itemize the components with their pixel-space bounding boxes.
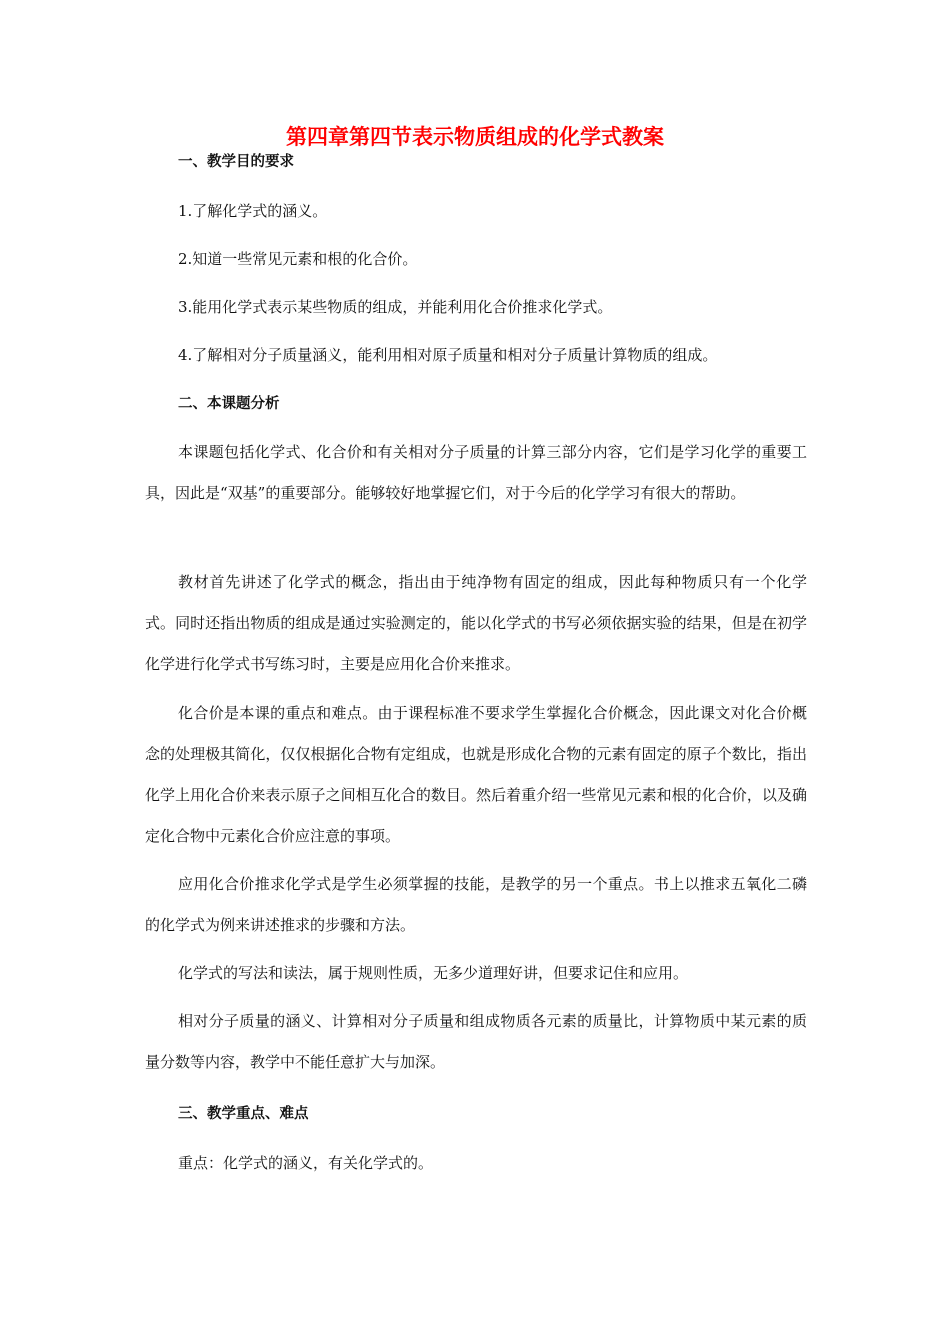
section-heading-objectives: 一、教学目的要求	[178, 154, 294, 170]
analysis-paragraph: 相对分子质量的涵义、计算相对分子质量和组成物质各元素的质量比，计算物质中某元素的质量分数等内容，教学中不能任意扩大与加深。	[145, 1012, 807, 1071]
objective-item: 2.知道一些常见元素和根的化合价。	[178, 250, 418, 268]
analysis-paragraph: 化合价是本课的重点和难点。由于课程标准不要求学生掌握化合价概念，因此课文对化合价概念的处理极其简化，仅仅根据化合物有定组成，也就是形成化合物的元素有固定的原子个数比，指出化学上用化合价来表示原子之间相互化合的数目。然后着重介绍一些常见元素和根的化合价，以及确定化合物中元素化合价应注意的事项。	[145, 704, 807, 845]
section-heading-analysis: 二、本课题分析	[178, 396, 280, 412]
analysis-paragraph: 应用化合价推求化学式是学生必须掌握的技能，是教学的另一个重点。书上以推求五氧化二磷的化学式为例来讲述推求的步骤和方法。	[145, 875, 807, 934]
analysis-paragraph: 教材首先讲述了化学式的概念，指出由于纯净物有固定的组成，因此每种物质只有一个化学式。同时还指出物质的组成是通过实验测定的，能以化学式的书写必须依据实验的结果，但是在初学化学进行化学式书写练习时，主要是应用化合价来推求。	[145, 573, 807, 673]
objective-item: 3.能用化学式表示某些物质的组成，并能利用化合价推求化学式。	[178, 298, 613, 316]
analysis-paragraph: 化学式的写法和读法，属于规则性质，无多少道理好讲，但要求记住和应用。	[178, 964, 689, 982]
document-title: 第四章第四节表示物质组成的化学式教案	[286, 125, 664, 149]
analysis-paragraph: 本课题包括化学式、化合价和有关相对分子质量的计算三部分内容，它们是学习化学的重要工具，因此是“双基”的重要部分。能够较好地掌握它们，对于今后的化学学习有很大的帮助。	[145, 443, 807, 502]
objective-item: 1.了解化学式的涵义。	[178, 202, 328, 220]
objective-item: 4.了解相对分子质量涵义，能利用相对原子质量和相对分子质量计算物质的组成。	[178, 346, 718, 364]
section-heading-key-points: 三、教学重点、难点	[178, 1106, 309, 1122]
key-point-line: 重点：化学式的涵义，有关化学式的。	[178, 1154, 434, 1172]
